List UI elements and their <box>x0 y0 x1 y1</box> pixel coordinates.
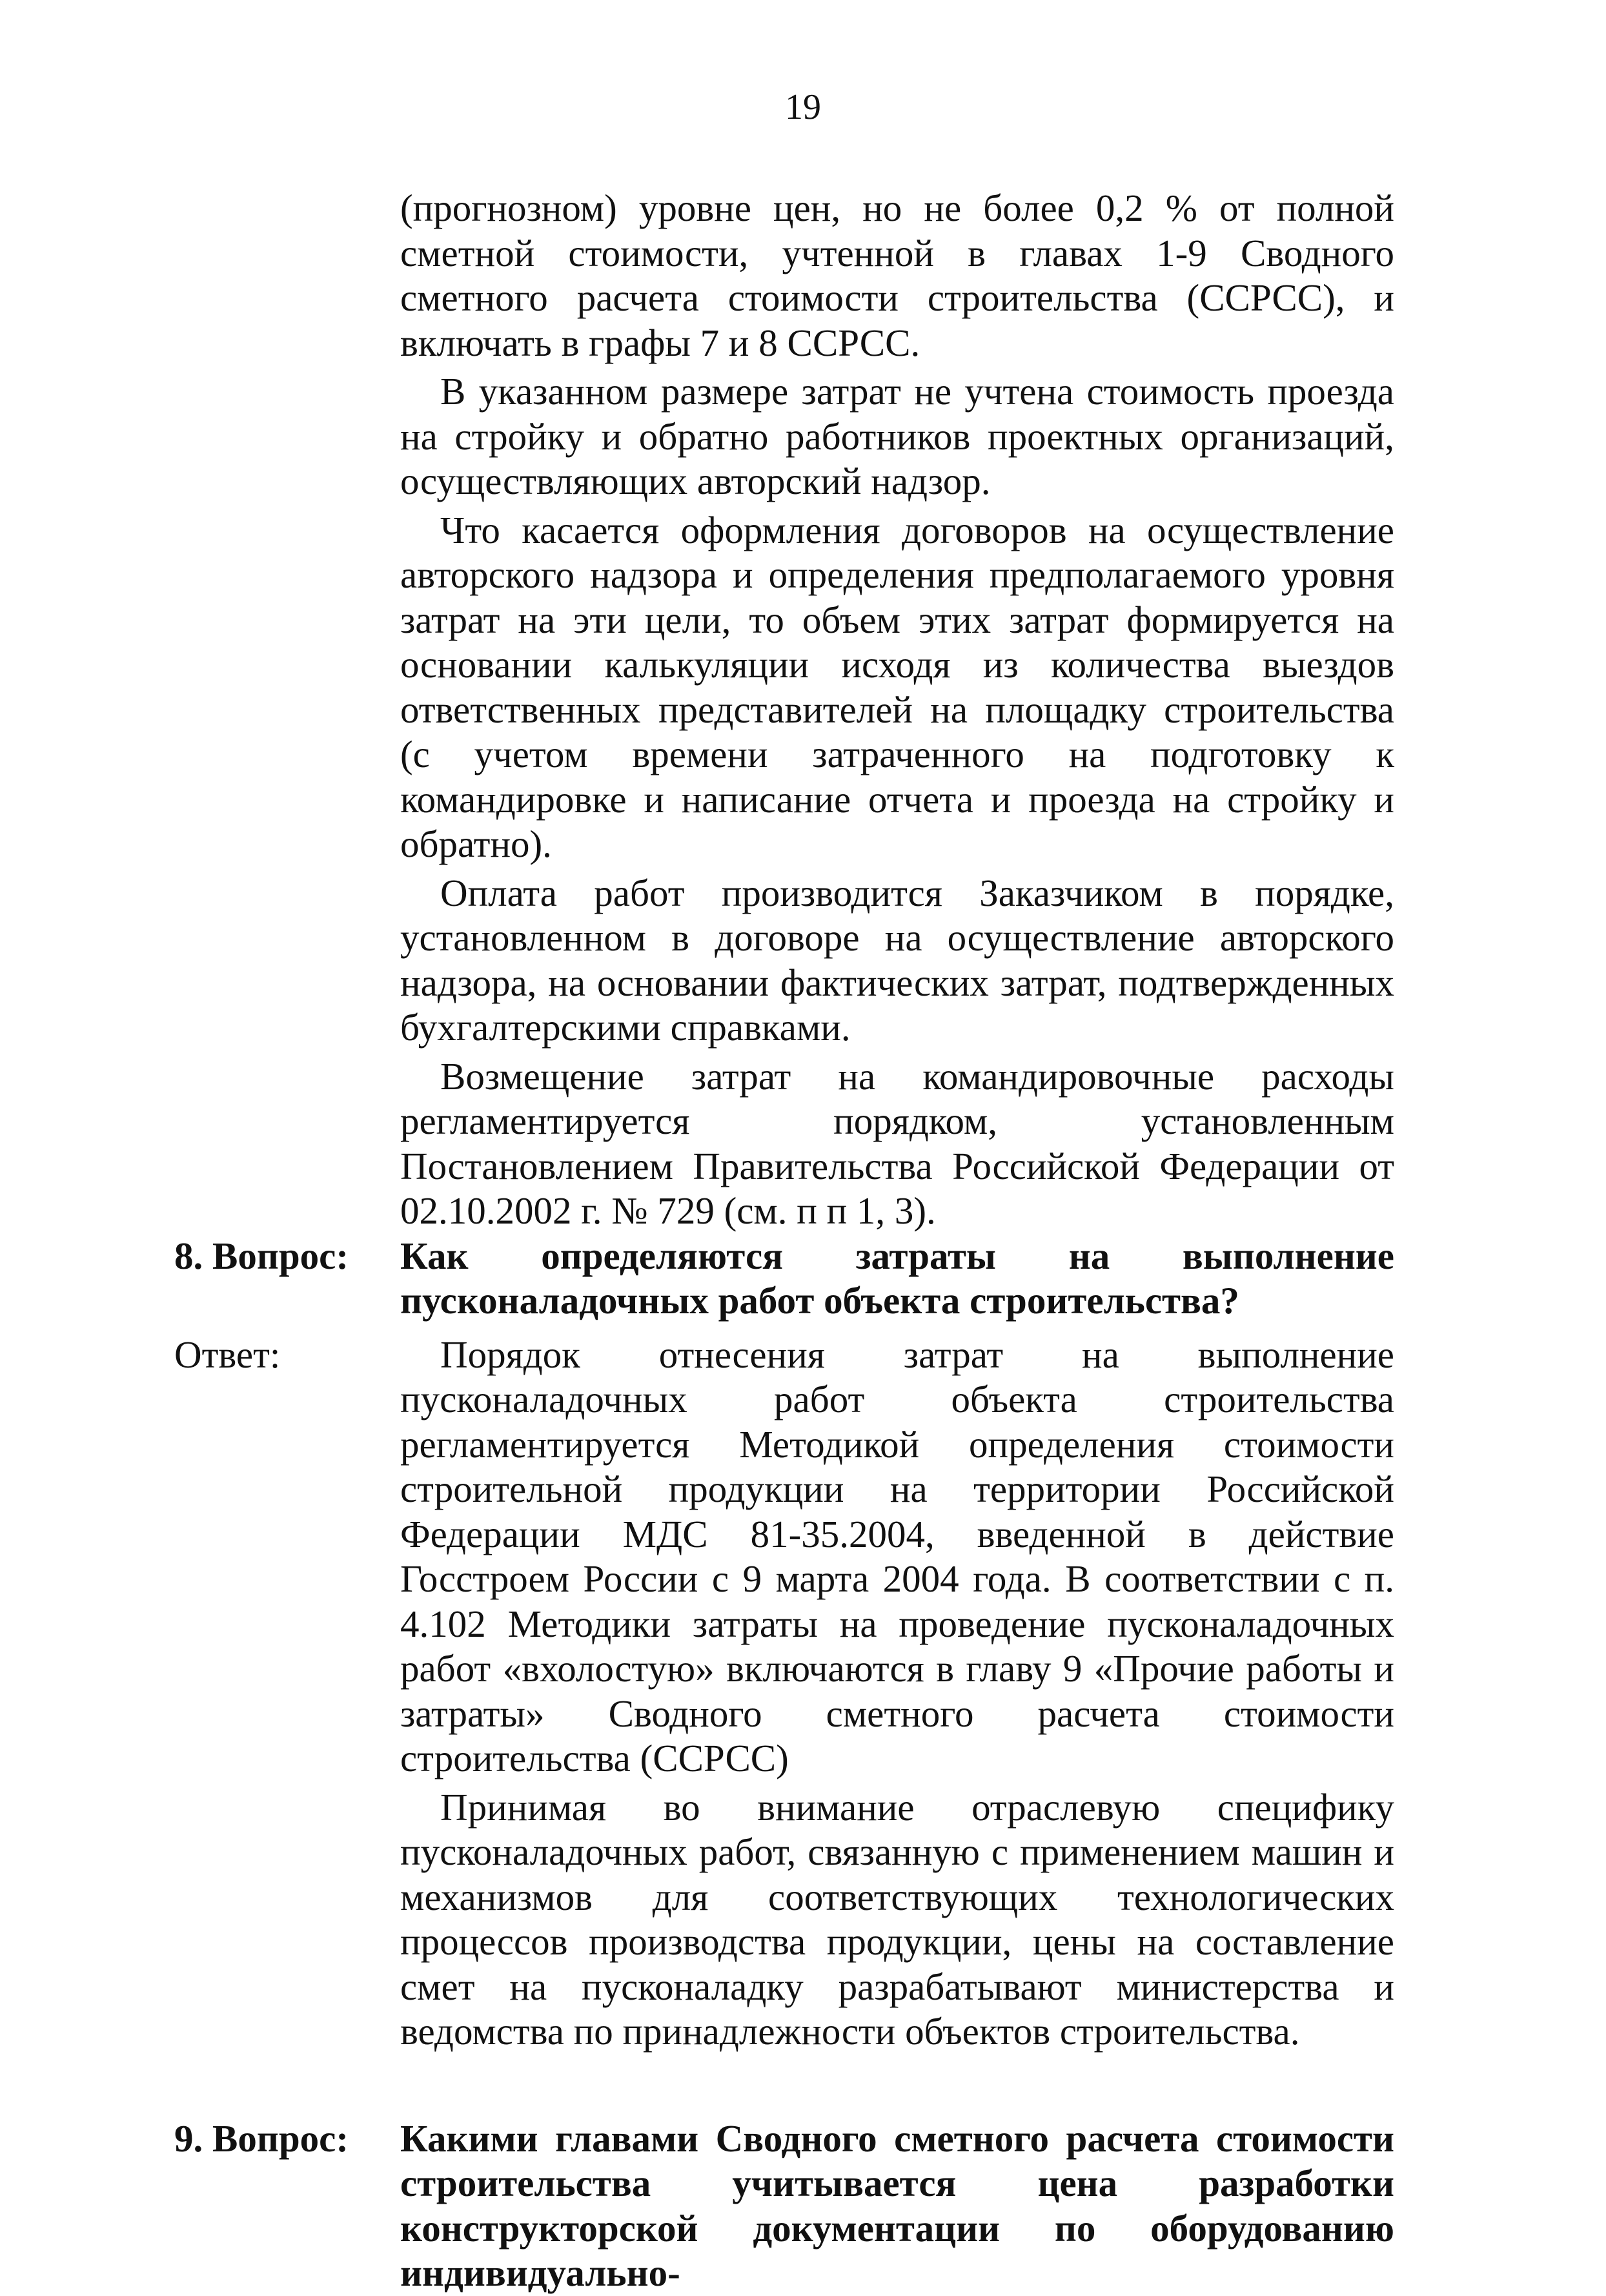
page-number: 19 <box>785 87 821 127</box>
intro-paragraph-2: В указанном размере затрат не учтена стоимость проезда на стройку и обратно работников проектных организаций, осуществляющих авторский надзор. <box>400 370 1394 502</box>
question-9-text: Какими главами Сводного сметного расчета стоимости строительства учитывается цена разработки конструкторской документации по оборудованию индивидуально- <box>400 2117 1394 2294</box>
question-8-text: Как определяются затраты на выполнение пусконаладочных работ объекта строительства? <box>400 1234 1394 1322</box>
answer-8-label: Ответ: <box>174 1333 281 1376</box>
intro-paragraph-1: (прогнозном) уровне цен, но не более 0,2 % от полной сметной стоимости, учтенной в главах 1-9 Сводного сметного расчета стоимости строительства (ССРСС), и включать в графы 7 и 8 ССРСС. <box>400 187 1394 364</box>
answer-8-paragraph-2: Принимая во внимание отраслевую специфику пусконаладочных работ, связанную с применением машин и механизмов для соответствующих технологических процессов производства продукции, цены на составление смет на пусконаладку разрабатывают министерства и ведомства по принадлежности объектов строительства. <box>400 1785 1394 2053</box>
intro-paragraph-3: Что касается оформления договоров на осуществление авторского надзора и определения предполагаемого уровня затрат на эти цели, то объем этих затрат формируется на основании калькуляции исходя из количества выездов ответственных представителей на площадку строительства (с учетом времени затраченного на подготовку к командировке и написание отчета и проезда на стройку и обратно). <box>400 508 1394 865</box>
question-8-row <box>174 1234 1394 1324</box>
question-9-label: 9. Вопрос: <box>174 2117 349 2160</box>
answer-8-row <box>174 1333 1394 2055</box>
intro-paragraph-5: Возмещение затрат на командировочные расходы регламентируется порядком, установленным Постановлением Правительства Российской Федерации от 02.10.2002 г. № 729 (см. п п 1, 3). <box>400 1054 1394 1232</box>
question-9-row <box>174 2117 1394 2296</box>
page-content <box>174 186 1394 2296</box>
question-8-label: 8. Вопрос: <box>174 1234 349 1277</box>
intro-section <box>400 186 1394 1234</box>
intro-paragraph-4: Оплата работ производится Заказчиком в порядке, установленном в договоре на осуществление авторского надзора, на основании фактических затрат, подтвержденных бухгалтерскими справками. <box>400 871 1394 1049</box>
answer-8-paragraph-1: Порядок отнесения затрат на выполнение пусконаладочных работ объекта строительства регламентируется Методикой определения стоимости строительной продукции на территории Российской Федерации МДС 81-35.2004, введенной в действие Госстроем России с 9 марта 2004 года. В соответствии с п. 4.102 Методики затраты на проведение пусконаладочных работ «вхолостую» включаются в главу 9 «Прочие работы и затраты» Сводного сметного расчета стоимости строительства (ССРСС) <box>400 1333 1394 1779</box>
